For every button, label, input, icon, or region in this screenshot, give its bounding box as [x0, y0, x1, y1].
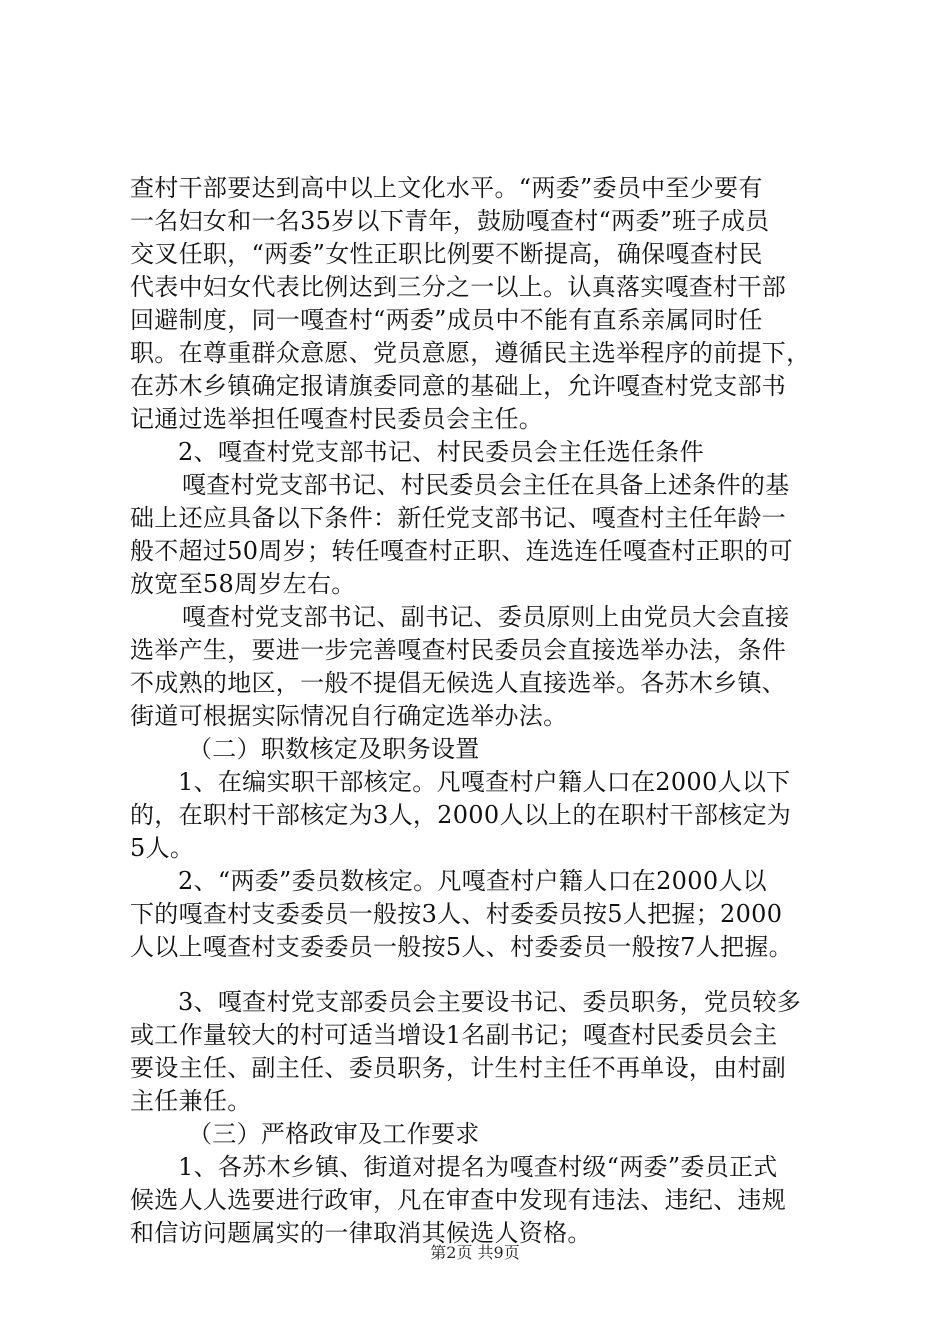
paragraph-line: 主任兼任。 — [130, 1087, 252, 1115]
paragraph-line: 5人。 — [130, 834, 195, 862]
document-body — [130, 172, 850, 1250]
paragraph-line: 放宽至58周岁左右。 — [130, 570, 356, 598]
paragraph-line: 下的嘎查村支委委员一般按3人、村委委员按5人把握；2000 — [130, 900, 783, 928]
paragraph-line: 3、嘎查村党支部委员会主要设书记、委员职务，党员较多 — [178, 988, 802, 1016]
paragraph-line: 在苏木乡镇确定报请旗委同意的基础上，允许嘎查村党支部书 — [130, 372, 787, 400]
page-number-footer: 第2页 共9页 — [430, 1243, 520, 1262]
paragraph-line: 和信访问题属实的一律取消其候选人资格。 — [130, 1219, 592, 1247]
paragraph-line: 记通过选举担任嘎查村民委员会主任。 — [130, 405, 544, 433]
paragraph-line: 代表中妇女代表比例达到三分之一以上。认真落实嘎查村干部 — [130, 273, 787, 301]
section-heading: 2、嘎查村党支部书记、村民委员会主任选任条件 — [178, 438, 704, 466]
paragraph-line: 2、“两委”委员数核定。凡嘎查村户籍人口在2000人以 — [178, 867, 767, 895]
paragraph-line: 人以上嘎查村支委委员一般按5人、村委委员一般按7人把握。 — [130, 933, 793, 961]
section-heading: （二）职数核定及职务设置 — [188, 735, 480, 763]
paragraph-spacer — [130, 964, 850, 986]
paragraph-line: 般不超过50周岁；转任嘎查村正职、连选连任嘎查村正职的可 — [130, 537, 793, 565]
paragraph-line: 要设主任、副主任、委员职务，计生村主任不再单设，由村副 — [130, 1054, 787, 1082]
paragraph-line: 1、各苏木乡镇、街道对提名为嘎查村级“两委”委员正式 — [178, 1153, 778, 1181]
paragraph-line: 回避制度，同一嘎查村“两委”成员中不能有直系亲属同时任 — [130, 306, 763, 334]
section-heading: （三）严格政审及工作要求 — [188, 1120, 480, 1148]
paragraph-line: 交叉任职，“两委”女性正职比例要不断提高，确保嘎查村民 — [130, 240, 763, 268]
paragraph-line: 一名妇女和一名35岁以下青年，鼓励嘎查村“两委”班子成员 — [130, 207, 770, 235]
paragraph-line: 或工作量较大的村可适当增设1名副书记；嘎查村民委员会主 — [130, 1021, 778, 1049]
paragraph-line: 嘎查村党支部书记、村民委员会主任在具备上述条件的基 — [182, 471, 790, 499]
paragraph-line: 查村干部要达到高中以上文化水平。“两委”委员中至少要有 — [130, 174, 763, 202]
paragraph-line: 候选人人选要进行政审，凡在审查中发现有违法、违纪、违规 — [130, 1186, 787, 1214]
paragraph-line: 的，在职村干部核定为3人，2000人以上的在职村干部核定为 — [130, 801, 792, 829]
paragraph-line: 础上还应具备以下条件：新任党支部书记、嘎查村主任年龄一 — [130, 504, 787, 532]
paragraph-line: 不成熟的地区，一般不提倡无候选人直接选举。各苏木乡镇、 — [130, 669, 787, 697]
paragraph-line: 职。在尊重群众意愿、党员意愿，遵循民主选举程序的前提下， — [130, 339, 811, 367]
paragraph-line: 嘎查村党支部书记、副书记、委员原则上由党员大会直接 — [182, 603, 790, 631]
paragraph-line: 1、在编实职干部核定。凡嘎查村户籍人口在2000人以下 — [178, 768, 791, 796]
paragraph-line: 街道可根据实际情况自行确定选举办法。 — [130, 702, 568, 730]
paragraph-line: 选举产生，要进一步完善嘎查村民委员会直接选举办法，条件 — [130, 636, 787, 664]
